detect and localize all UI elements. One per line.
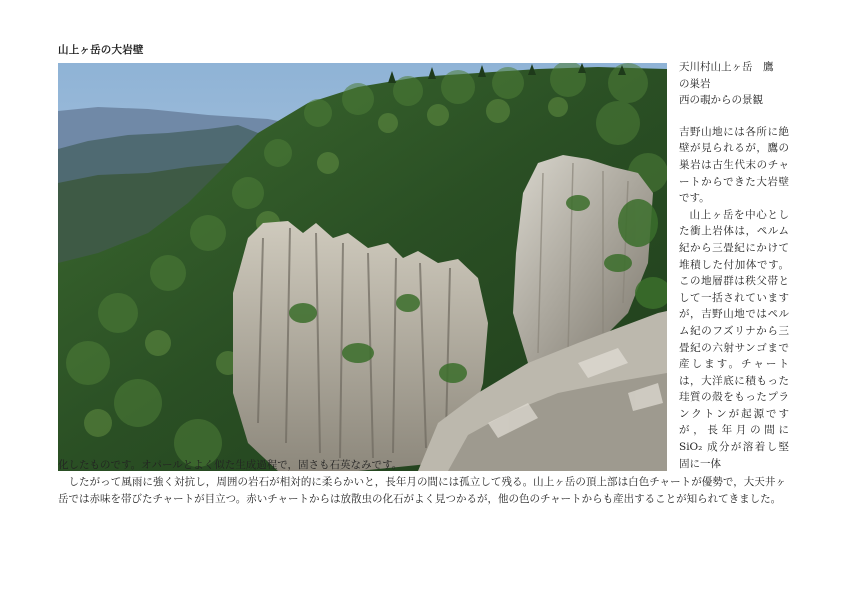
cliff-photo <box>58 63 667 471</box>
bottom-paragraph-1: 化したものです。オパールとよく似た生成過程で，固さも石英なみです。 <box>58 459 403 471</box>
side-paragraph-2: 山上ヶ岳を中心とした衝上岩体は，ペルム紀から三畳紀にかけて堆積した付加体です。この地層群は秩父帯として一括されていますが，吉野山地ではペルム紀のフズリナから三畳紀の六射サンゴまで産します。チャートは，大洋底に積もった珪質の殻をもったプランクトンが起源ですが，長年月の間に SiO₂ 成分が溶着し堅固に一体 <box>679 208 789 470</box>
side-text-column <box>679 59 789 472</box>
side-paragraph-1: 吉野山地には各所に絶壁が見られるが，鷹の巣岩は古生代末のチャートからできた大岩壁です。 <box>679 125 789 205</box>
bottom-text <box>58 457 786 508</box>
cliff-photo-graphic <box>58 63 667 471</box>
photo-caption <box>679 59 789 109</box>
caption-line-3: 西の覗からの景観 <box>679 94 763 107</box>
page-title: 山上ヶ岳の大岩壁 <box>58 44 144 56</box>
caption-line-1: 天川村山上ヶ岳 鷹 <box>679 61 774 73</box>
caption-line-2: の巣岩 <box>679 77 711 90</box>
bottom-paragraph-2: したがって風雨に強く対抗し，周囲の岩石が相対的に柔らかいと，長年月の間には孤立して残る。山上ヶ岳の頂上部は白色チャートが優勢で，大天井ヶ岳では赤味を帯びたチャートが目立つ。赤いチャートからは放散虫の化石がよく見つかるが，他の色のチャートからも産出することが知られてきました。 <box>58 476 786 505</box>
